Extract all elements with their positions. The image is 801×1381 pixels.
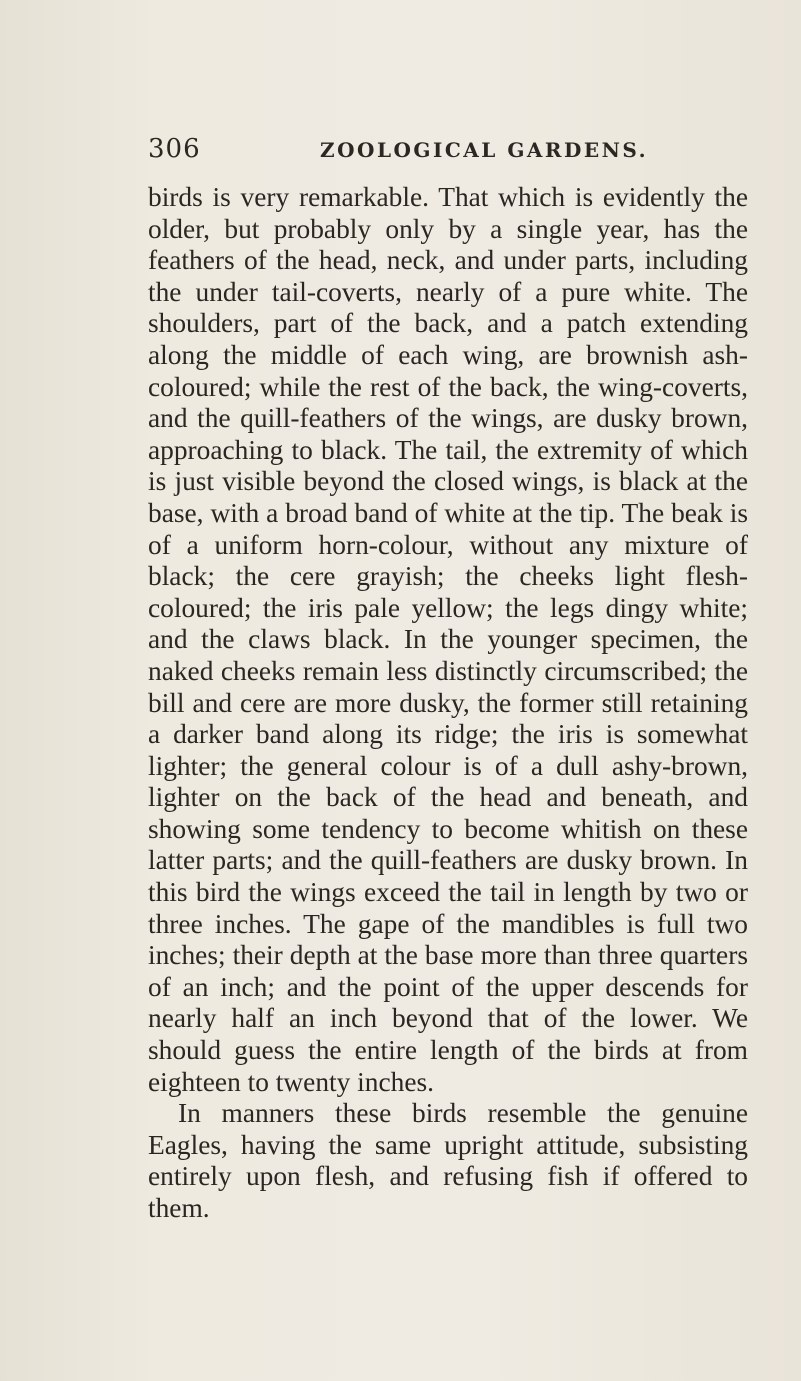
page-header	[148, 134, 708, 168]
body-text	[148, 182, 748, 1225]
running-title: ZOOLOGICAL GARDENS.	[320, 138, 649, 162]
paragraph-manners: In manners these birds resemble the genuine Eagles, having the same upright attitude, subsisting entirely upon flesh, and refusing fish if offered to them.	[148, 1098, 748, 1223]
page-number: 306	[148, 134, 201, 164]
paragraph-continued: birds is very remarkable. That which is evidently the older, but probably only by a single year, has the feathers of the head, neck, and under parts, including the under tail-coverts, nearly of a pure white. The shoulders, part of the back, and a patch extending along the middle of each wing, are brownish ash-coloured; while the rest of the back, the wing-coverts, and the quill-feathers of the wings, are dusky brown, approaching to black. The tail, the extremity of which is just visible beyond the closed wings, is black at the base, with a broad band of white at the tip. The beak is of a uniform horn-colour, without any mixture of black; the cere grayish; the cheeks light flesh-coloured; the iris pale yellow; the legs dingy white; and the claws black. In the younger specimen, the naked cheeks remain less distinctly circumscribed; the bill and cere are more dusky, the former still retaining a darker band along its ridge; the iris is somewhat lighter; the general colour is of a dull ashy-brown, lighter on the back of the head and beneath, and showing some tendency to become whitish on these latter parts; and the quill-feathers are dusky brown. In this bird the wings exceed the tail in length by two or three inches. The gape of the mandibles is full two inches; their depth at the base more than three quarters of an inch; and the point of the upper descends for nearly half an inch beyond that of the lower. We should guess the entire length of the birds at from eighteen to twenty inches.	[148, 182, 748, 1097]
